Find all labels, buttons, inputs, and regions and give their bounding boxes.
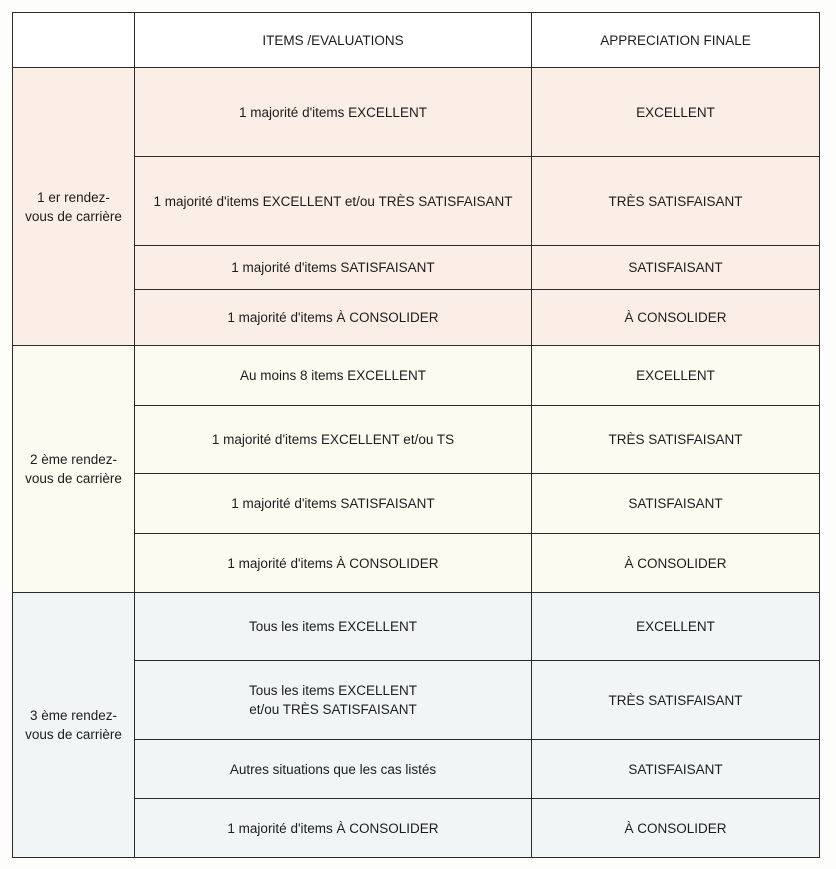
appreciation-cell: SATISFAISANT bbox=[532, 474, 820, 534]
item-cell: 1 majorité d'items EXCELLENT et/ou TRÈS SATISFAISANT bbox=[135, 157, 532, 246]
appreciation-cell: À CONSOLIDER bbox=[532, 799, 820, 858]
table-row bbox=[13, 534, 820, 593]
appreciation-cell: SATISFAISANT bbox=[532, 740, 820, 799]
item-cell: Autres situations que les cas listés bbox=[135, 740, 532, 799]
item-cell: 1 majorité d'items À CONSOLIDER bbox=[135, 534, 532, 593]
item-cell: Au moins 8 items EXCELLENT bbox=[135, 346, 532, 406]
item-cell: 1 majorité d'items À CONSOLIDER bbox=[135, 799, 532, 858]
appreciation-cell: EXCELLENT bbox=[532, 593, 820, 661]
header-appreciation: APPRECIATION FINALE bbox=[532, 13, 820, 68]
item-cell: 1 majorité d'items EXCELLENT et/ou TS bbox=[135, 406, 532, 474]
appreciation-cell: TRÈS SATISFAISANT bbox=[532, 157, 820, 246]
item-cell: Tous les items EXCELLENT bbox=[135, 593, 532, 661]
table-row bbox=[13, 406, 820, 474]
appreciation-cell: À CONSOLIDER bbox=[532, 534, 820, 593]
appreciation-cell: À CONSOLIDER bbox=[532, 290, 820, 346]
table-row bbox=[13, 346, 820, 406]
item-cell: Tous les items EXCELLENT et/ou TRÈS SATISFAISANT bbox=[135, 661, 532, 740]
appreciation-cell: SATISFAISANT bbox=[532, 246, 820, 290]
table-row bbox=[13, 593, 820, 661]
table-row bbox=[13, 290, 820, 346]
evaluation-table bbox=[12, 12, 820, 858]
group-label-1: 1 er rendez- vous de carrière bbox=[13, 68, 135, 346]
table-row bbox=[13, 68, 820, 157]
table-row bbox=[13, 474, 820, 534]
appreciation-cell: EXCELLENT bbox=[532, 68, 820, 157]
item-cell: 1 majorité d'items SATISFAISANT bbox=[135, 474, 532, 534]
table-row bbox=[13, 246, 820, 290]
appreciation-cell: EXCELLENT bbox=[532, 346, 820, 406]
header-items: ITEMS /EVALUATIONS bbox=[135, 13, 532, 68]
header-empty-cell bbox=[13, 13, 135, 68]
item-cell: 1 majorité d'items EXCELLENT bbox=[135, 68, 532, 157]
item-cell: 1 majorité d'items SATISFAISANT bbox=[135, 246, 532, 290]
header-row bbox=[13, 13, 820, 68]
appreciation-cell: TRÈS SATISFAISANT bbox=[532, 406, 820, 474]
group-label-2: 2 ème rendez- vous de carrière bbox=[13, 346, 135, 593]
appreciation-cell: TRÈS SATISFAISANT bbox=[532, 661, 820, 740]
table-row bbox=[13, 799, 820, 858]
table-row bbox=[13, 157, 820, 246]
table-row bbox=[13, 661, 820, 740]
group-label-3: 3 ème rendez- vous de carrière bbox=[13, 593, 135, 858]
item-cell: 1 majorité d'items À CONSOLIDER bbox=[135, 290, 532, 346]
table-row bbox=[13, 740, 820, 799]
